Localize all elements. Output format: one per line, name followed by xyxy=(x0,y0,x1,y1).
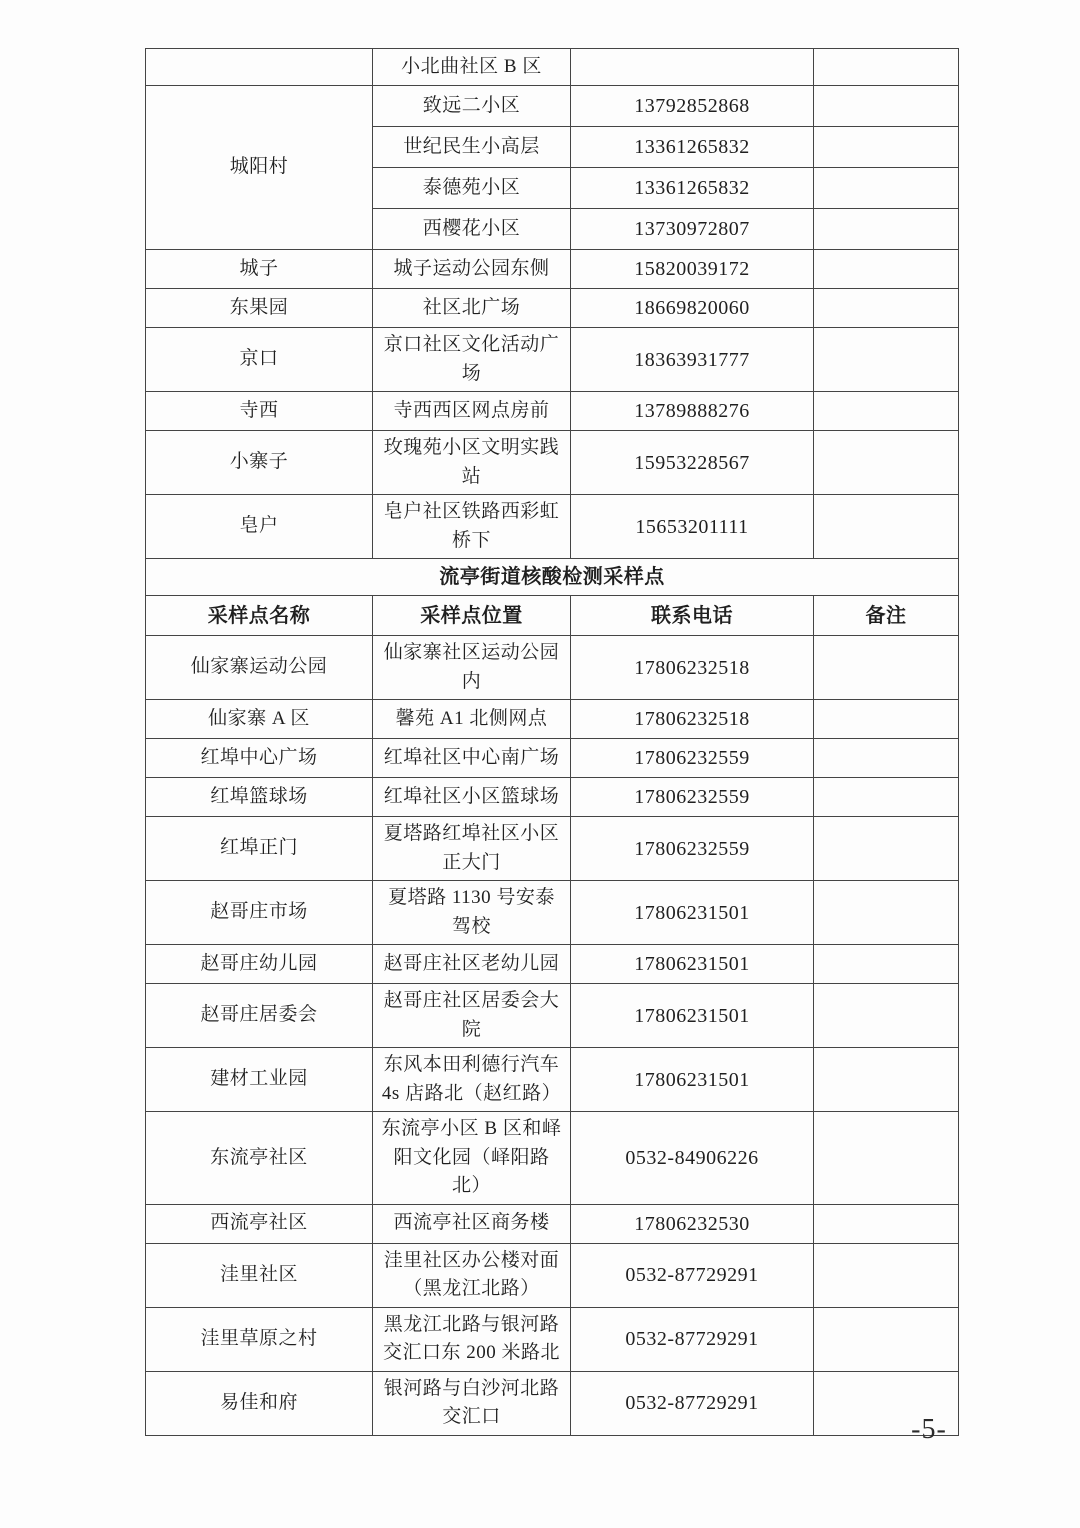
cell-note xyxy=(814,778,959,817)
table-row xyxy=(146,817,959,881)
cell-phone: 13730972807 xyxy=(571,209,814,250)
cell-location: 皂户社区铁路西彩虹桥下 xyxy=(373,495,571,559)
cell-location: 世纪民生小高层 xyxy=(373,127,571,168)
cell-location: 玫瑰苑小区文明实践站 xyxy=(373,431,571,495)
cell-name: 红埠篮球场 xyxy=(146,778,373,817)
cell-phone: 0532-87729291 xyxy=(571,1371,814,1435)
cell-location: 仙家寨社区运动公园内 xyxy=(373,636,571,700)
cell-location: 西樱花小区 xyxy=(373,209,571,250)
column-header-phone: 联系电话 xyxy=(571,596,814,636)
cell-note xyxy=(814,1048,959,1112)
cell-location: 馨苑 A1 北侧网点 xyxy=(373,700,571,739)
cell-location: 寺西西区网点房前 xyxy=(373,392,571,431)
cell-name: 红埠正门 xyxy=(146,817,373,881)
cell-name: 赵哥庄居委会 xyxy=(146,984,373,1048)
cell-note xyxy=(814,984,959,1048)
cell-location: 红埠社区中心南广场 xyxy=(373,739,571,778)
cell-location: 东风本田利德行汽车 4s 店路北（赵红路） xyxy=(373,1048,571,1112)
cell-location: 洼里社区办公楼对面（黑龙江北路） xyxy=(373,1243,571,1307)
cell-note xyxy=(814,431,959,495)
cell-note xyxy=(814,881,959,945)
cell-note xyxy=(814,328,959,392)
cell-phone: 0532-84906226 xyxy=(571,1112,814,1205)
cell-note xyxy=(814,392,959,431)
cell-phone: 18669820060 xyxy=(571,289,814,328)
cell-note xyxy=(814,289,959,328)
cell-name: 红埠中心广场 xyxy=(146,739,373,778)
cell-name: 建材工业园 xyxy=(146,1048,373,1112)
table-row xyxy=(146,778,959,817)
cell-name: 寺西 xyxy=(146,392,373,431)
sampling-points-table xyxy=(145,48,959,1436)
table-row xyxy=(146,328,959,392)
cell-name: 京口 xyxy=(146,328,373,392)
cell-phone: 13361265832 xyxy=(571,127,814,168)
cell-name: 赵哥庄幼儿园 xyxy=(146,945,373,984)
cell-location: 致远二小区 xyxy=(373,86,571,127)
cell-phone: 17806232530 xyxy=(571,1204,814,1243)
table-row xyxy=(146,495,959,559)
cell-phone: 0532-87729291 xyxy=(571,1307,814,1371)
cell-phone: 13789888276 xyxy=(571,392,814,431)
section-title-row xyxy=(146,559,959,596)
cell-note xyxy=(814,1204,959,1243)
cell-note xyxy=(814,495,959,559)
cell-note xyxy=(814,1243,959,1307)
cell-location: 赵哥庄社区居委会大院 xyxy=(373,984,571,1048)
cell-phone: 17806232559 xyxy=(571,817,814,881)
table-row xyxy=(146,431,959,495)
cell-location: 泰德苑小区 xyxy=(373,168,571,209)
cell-name-chengyangcun: 城阳村 xyxy=(146,86,373,250)
column-header-note: 备注 xyxy=(814,596,959,636)
cell-note xyxy=(814,250,959,289)
cell-phone: 13792852868 xyxy=(571,86,814,127)
cell-phone: 13361265832 xyxy=(571,168,814,209)
table-row xyxy=(146,1112,959,1205)
table-row xyxy=(146,1048,959,1112)
cell-location: 夏塔路红埠社区小区正大门 xyxy=(373,817,571,881)
cell-location: 银河路与白沙河北路交汇口 xyxy=(373,1371,571,1435)
cell-location: 社区北广场 xyxy=(373,289,571,328)
cell-phone: 17806232518 xyxy=(571,700,814,739)
table-row xyxy=(146,49,959,86)
cell-phone: 17806231501 xyxy=(571,1048,814,1112)
cell-location: 黑龙江北路与银河路交汇口东 200 米路北 xyxy=(373,1307,571,1371)
cell-note xyxy=(814,945,959,984)
table-row xyxy=(146,1307,959,1371)
cell-phone: 15653201111 xyxy=(571,495,814,559)
cell-name: 洼里草原之村 xyxy=(146,1307,373,1371)
cell-name: 洼里社区 xyxy=(146,1243,373,1307)
cell-location: 京口社区文化活动广场 xyxy=(373,328,571,392)
table-row xyxy=(146,250,959,289)
table-row xyxy=(146,392,959,431)
cell-location: 城子运动公园东侧 xyxy=(373,250,571,289)
cell-name: 西流亭社区 xyxy=(146,1204,373,1243)
cell-phone: 18363931777 xyxy=(571,328,814,392)
table-row xyxy=(146,945,959,984)
cell-name: 仙家寨 A 区 xyxy=(146,700,373,739)
cell-note xyxy=(814,817,959,881)
cell-name: 东流亭社区 xyxy=(146,1112,373,1205)
cell-phone xyxy=(571,49,814,86)
cell-note xyxy=(814,1307,959,1371)
cell-name: 皂户 xyxy=(146,495,373,559)
cell-phone: 17806231501 xyxy=(571,984,814,1048)
table-row xyxy=(146,739,959,778)
table-row xyxy=(146,1371,959,1435)
cell-note xyxy=(814,209,959,250)
cell-name: 城子 xyxy=(146,250,373,289)
cell-phone: 17806232518 xyxy=(571,636,814,700)
cell-note xyxy=(814,700,959,739)
cell-name xyxy=(146,49,373,86)
cell-phone: 0532-87729291 xyxy=(571,1243,814,1307)
column-header-location: 采样点位置 xyxy=(373,596,571,636)
table-row xyxy=(146,1243,959,1307)
cell-name: 赵哥庄市场 xyxy=(146,881,373,945)
cell-location: 红埠社区小区篮球场 xyxy=(373,778,571,817)
table-row xyxy=(146,1204,959,1243)
cell-phone: 15820039172 xyxy=(571,250,814,289)
section-title: 流亭街道核酸检测采样点 xyxy=(146,559,959,596)
cell-location: 夏塔路 1130 号安泰驾校 xyxy=(373,881,571,945)
cell-name: 易佳和府 xyxy=(146,1371,373,1435)
cell-note xyxy=(814,49,959,86)
cell-location: 赵哥庄社区老幼儿园 xyxy=(373,945,571,984)
table-row xyxy=(146,636,959,700)
cell-phone: 17806232559 xyxy=(571,739,814,778)
cell-note xyxy=(814,1112,959,1205)
cell-name: 小寨子 xyxy=(146,431,373,495)
cell-location: 东流亭小区 B 区和峄阳文化园（峄阳路北） xyxy=(373,1112,571,1205)
cell-name: 东果园 xyxy=(146,289,373,328)
cell-note xyxy=(814,636,959,700)
cell-name: 仙家寨运动公园 xyxy=(146,636,373,700)
table-row xyxy=(146,881,959,945)
cell-phone: 17806232559 xyxy=(571,778,814,817)
table-row xyxy=(146,86,959,127)
table-row xyxy=(146,700,959,739)
table-row xyxy=(146,984,959,1048)
page-number: -5- xyxy=(911,1414,947,1445)
table-row xyxy=(146,289,959,328)
cell-note xyxy=(814,86,959,127)
cell-location: 西流亭社区商务楼 xyxy=(373,1204,571,1243)
cell-phone: 15953228567 xyxy=(571,431,814,495)
cell-note xyxy=(814,739,959,778)
cell-phone: 17806231501 xyxy=(571,945,814,984)
table-header-row xyxy=(146,596,959,636)
cell-note xyxy=(814,168,959,209)
column-header-name: 采样点名称 xyxy=(146,596,373,636)
cell-note xyxy=(814,127,959,168)
cell-location: 小北曲社区 B 区 xyxy=(373,49,571,86)
cell-phone: 17806231501 xyxy=(571,881,814,945)
